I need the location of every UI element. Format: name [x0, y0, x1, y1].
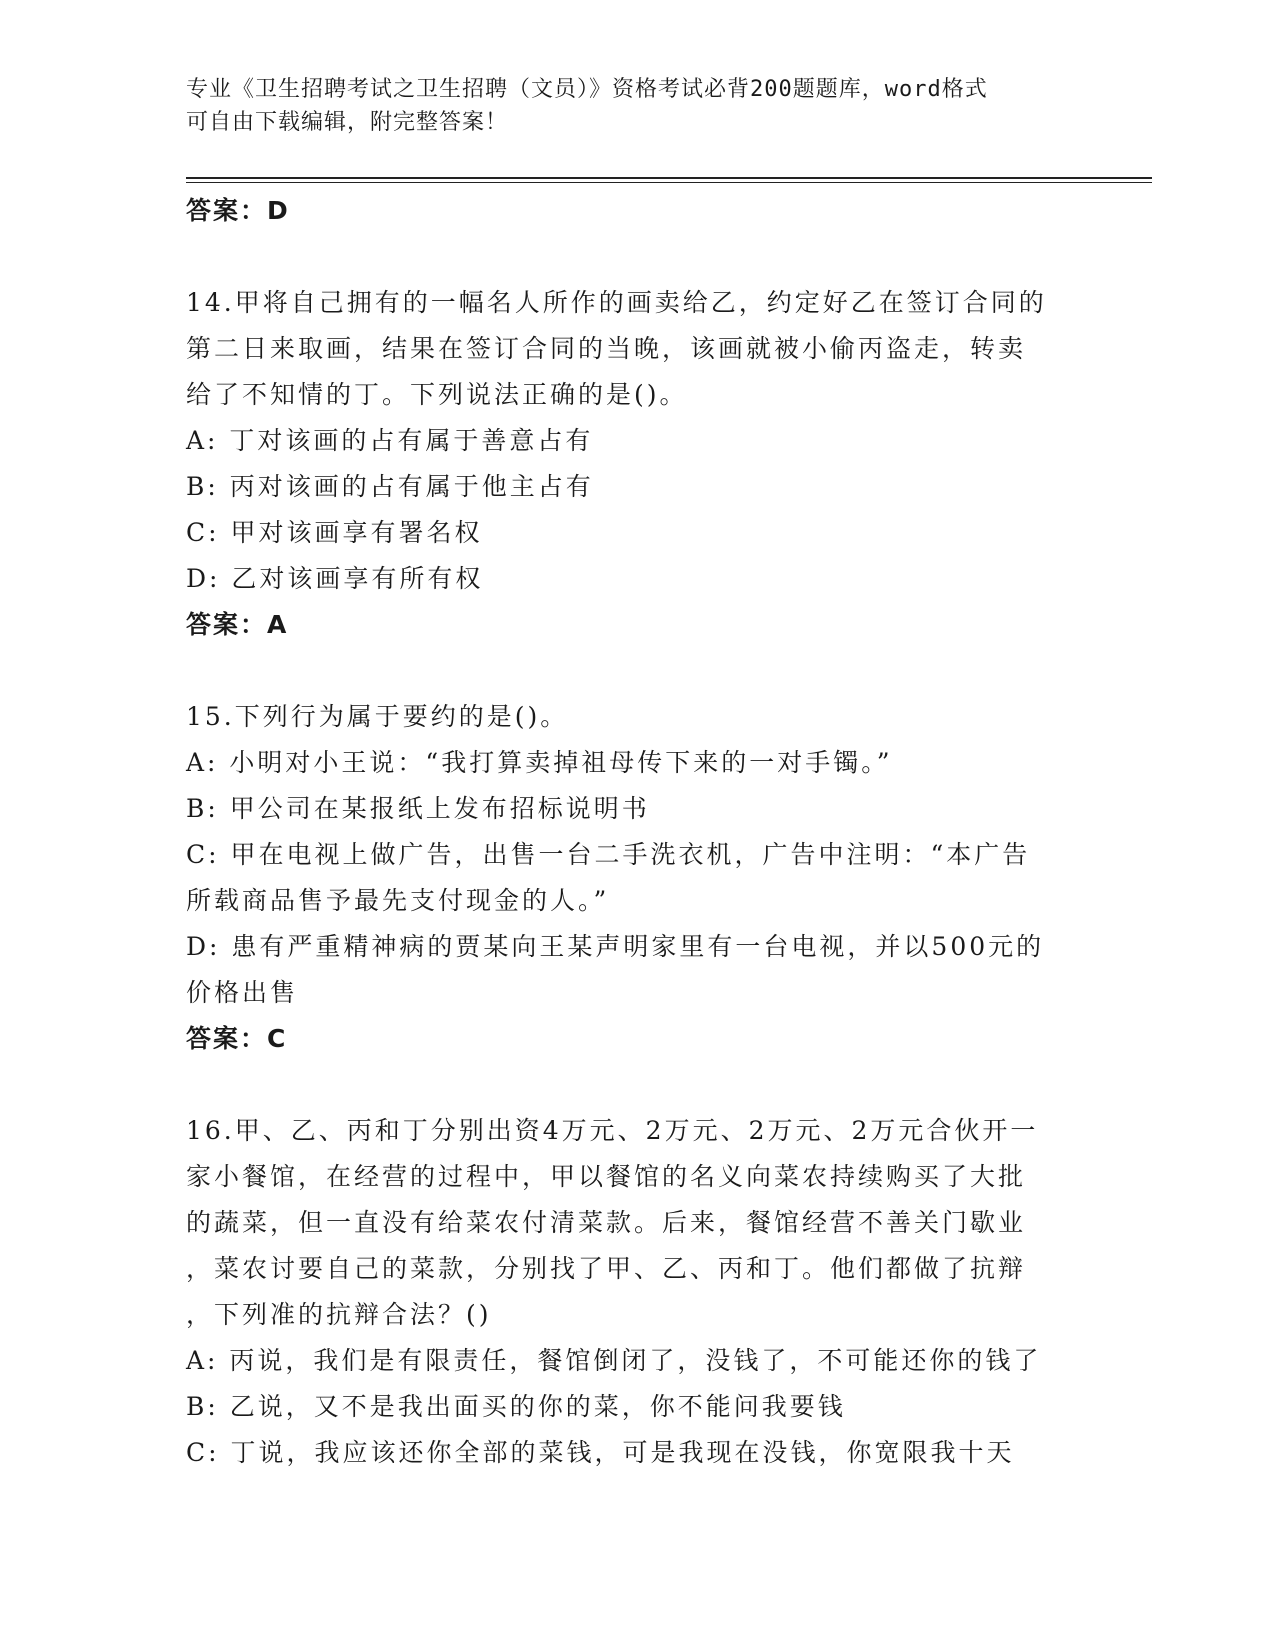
- option-b: B: 甲公司在某报纸上发布招标说明书: [186, 794, 650, 823]
- option-d-continued: 价格出售: [186, 978, 299, 1007]
- question-15: [186, 694, 1086, 1062]
- header-divider-thin: [186, 182, 1152, 183]
- question-text-line: 第二日来取画，结果在签订合同的当晚，该画就被小偷丙盗走，转卖: [186, 334, 1027, 363]
- spacer: [186, 234, 1086, 280]
- question-16: [186, 1108, 1086, 1476]
- question-14: [186, 280, 1086, 648]
- answer-line: 答案：C: [186, 1024, 288, 1053]
- option-d: D: 乙对该画享有所有权: [186, 564, 484, 593]
- option-c: C: 丁说，我应该还你全部的菜钱，可是我现在没钱，你宽限我十天: [186, 1438, 1015, 1467]
- question-text-line: 家小餐馆，在经营的过程中，甲以餐馆的名义向菜农持续购买了大批: [186, 1162, 1027, 1191]
- question-content: [186, 188, 1086, 1476]
- question-text-line: 的蔬菜，但一直没有给菜农付清菜款。后来，餐馆经营不善关门歇业: [186, 1208, 1027, 1237]
- header-line-1: 专业《卫生招聘考试之卫生招聘（文员）》资格考试必背200题题库，word格式: [186, 77, 988, 102]
- answer-line: 答案：A: [186, 610, 289, 639]
- page-header: [186, 73, 1086, 139]
- question-text-line: 14.甲将自己拥有的一幅名人所作的画卖给乙，约定好乙在签订合同的: [186, 288, 1047, 317]
- option-a: A: 小明对小王说：“我打算卖掉祖母传下来的一对手镯。”: [186, 748, 893, 777]
- option-b: B: 丙对该画的占有属于他主占有: [186, 472, 594, 501]
- spacer: [186, 1062, 1086, 1108]
- question-text-line: 给了不知情的丁。下列说法正确的是()。: [186, 380, 688, 409]
- question-text-line: 16.甲、乙、丙和丁分别出资4万元、2万元、2万元、2万元合伙开一: [186, 1116, 1039, 1145]
- option-a: A: 丁对该画的占有属于善意占有: [186, 426, 594, 455]
- option-c-continued: 所载商品售予最先支付现金的人。”: [186, 886, 610, 915]
- option-c: C: 甲在电视上做广告，出售一台二手洗衣机，广告中注明：“本广告: [186, 840, 1031, 869]
- question-text-line: 15.下列行为属于要约的是()。: [186, 702, 569, 731]
- option-d: D: 患有严重精神病的贾某向王某声明家里有一台电视，并以500元的: [186, 932, 1045, 961]
- option-a: A: 丙说，我们是有限责任，餐馆倒闭了，没钱了，不可能还你的钱了: [186, 1346, 1042, 1375]
- header-line-2: 可自由下载编辑，附完整答案！: [186, 110, 509, 135]
- option-c: C: 甲对该画享有署名权: [186, 518, 483, 547]
- question-text-line: ，下列准的抗辩合法？(): [186, 1300, 492, 1329]
- header-divider-thick: [186, 177, 1152, 179]
- question-text-line: ，菜农讨要自己的菜款，分别找了甲、乙、丙和丁。他们都做了抗辩: [186, 1254, 1027, 1283]
- answer-line: 答案：D: [186, 196, 290, 225]
- spacer: [186, 648, 1086, 694]
- option-b: B: 乙说，又不是我出面买的你的菜，你不能问我要钱: [186, 1392, 846, 1421]
